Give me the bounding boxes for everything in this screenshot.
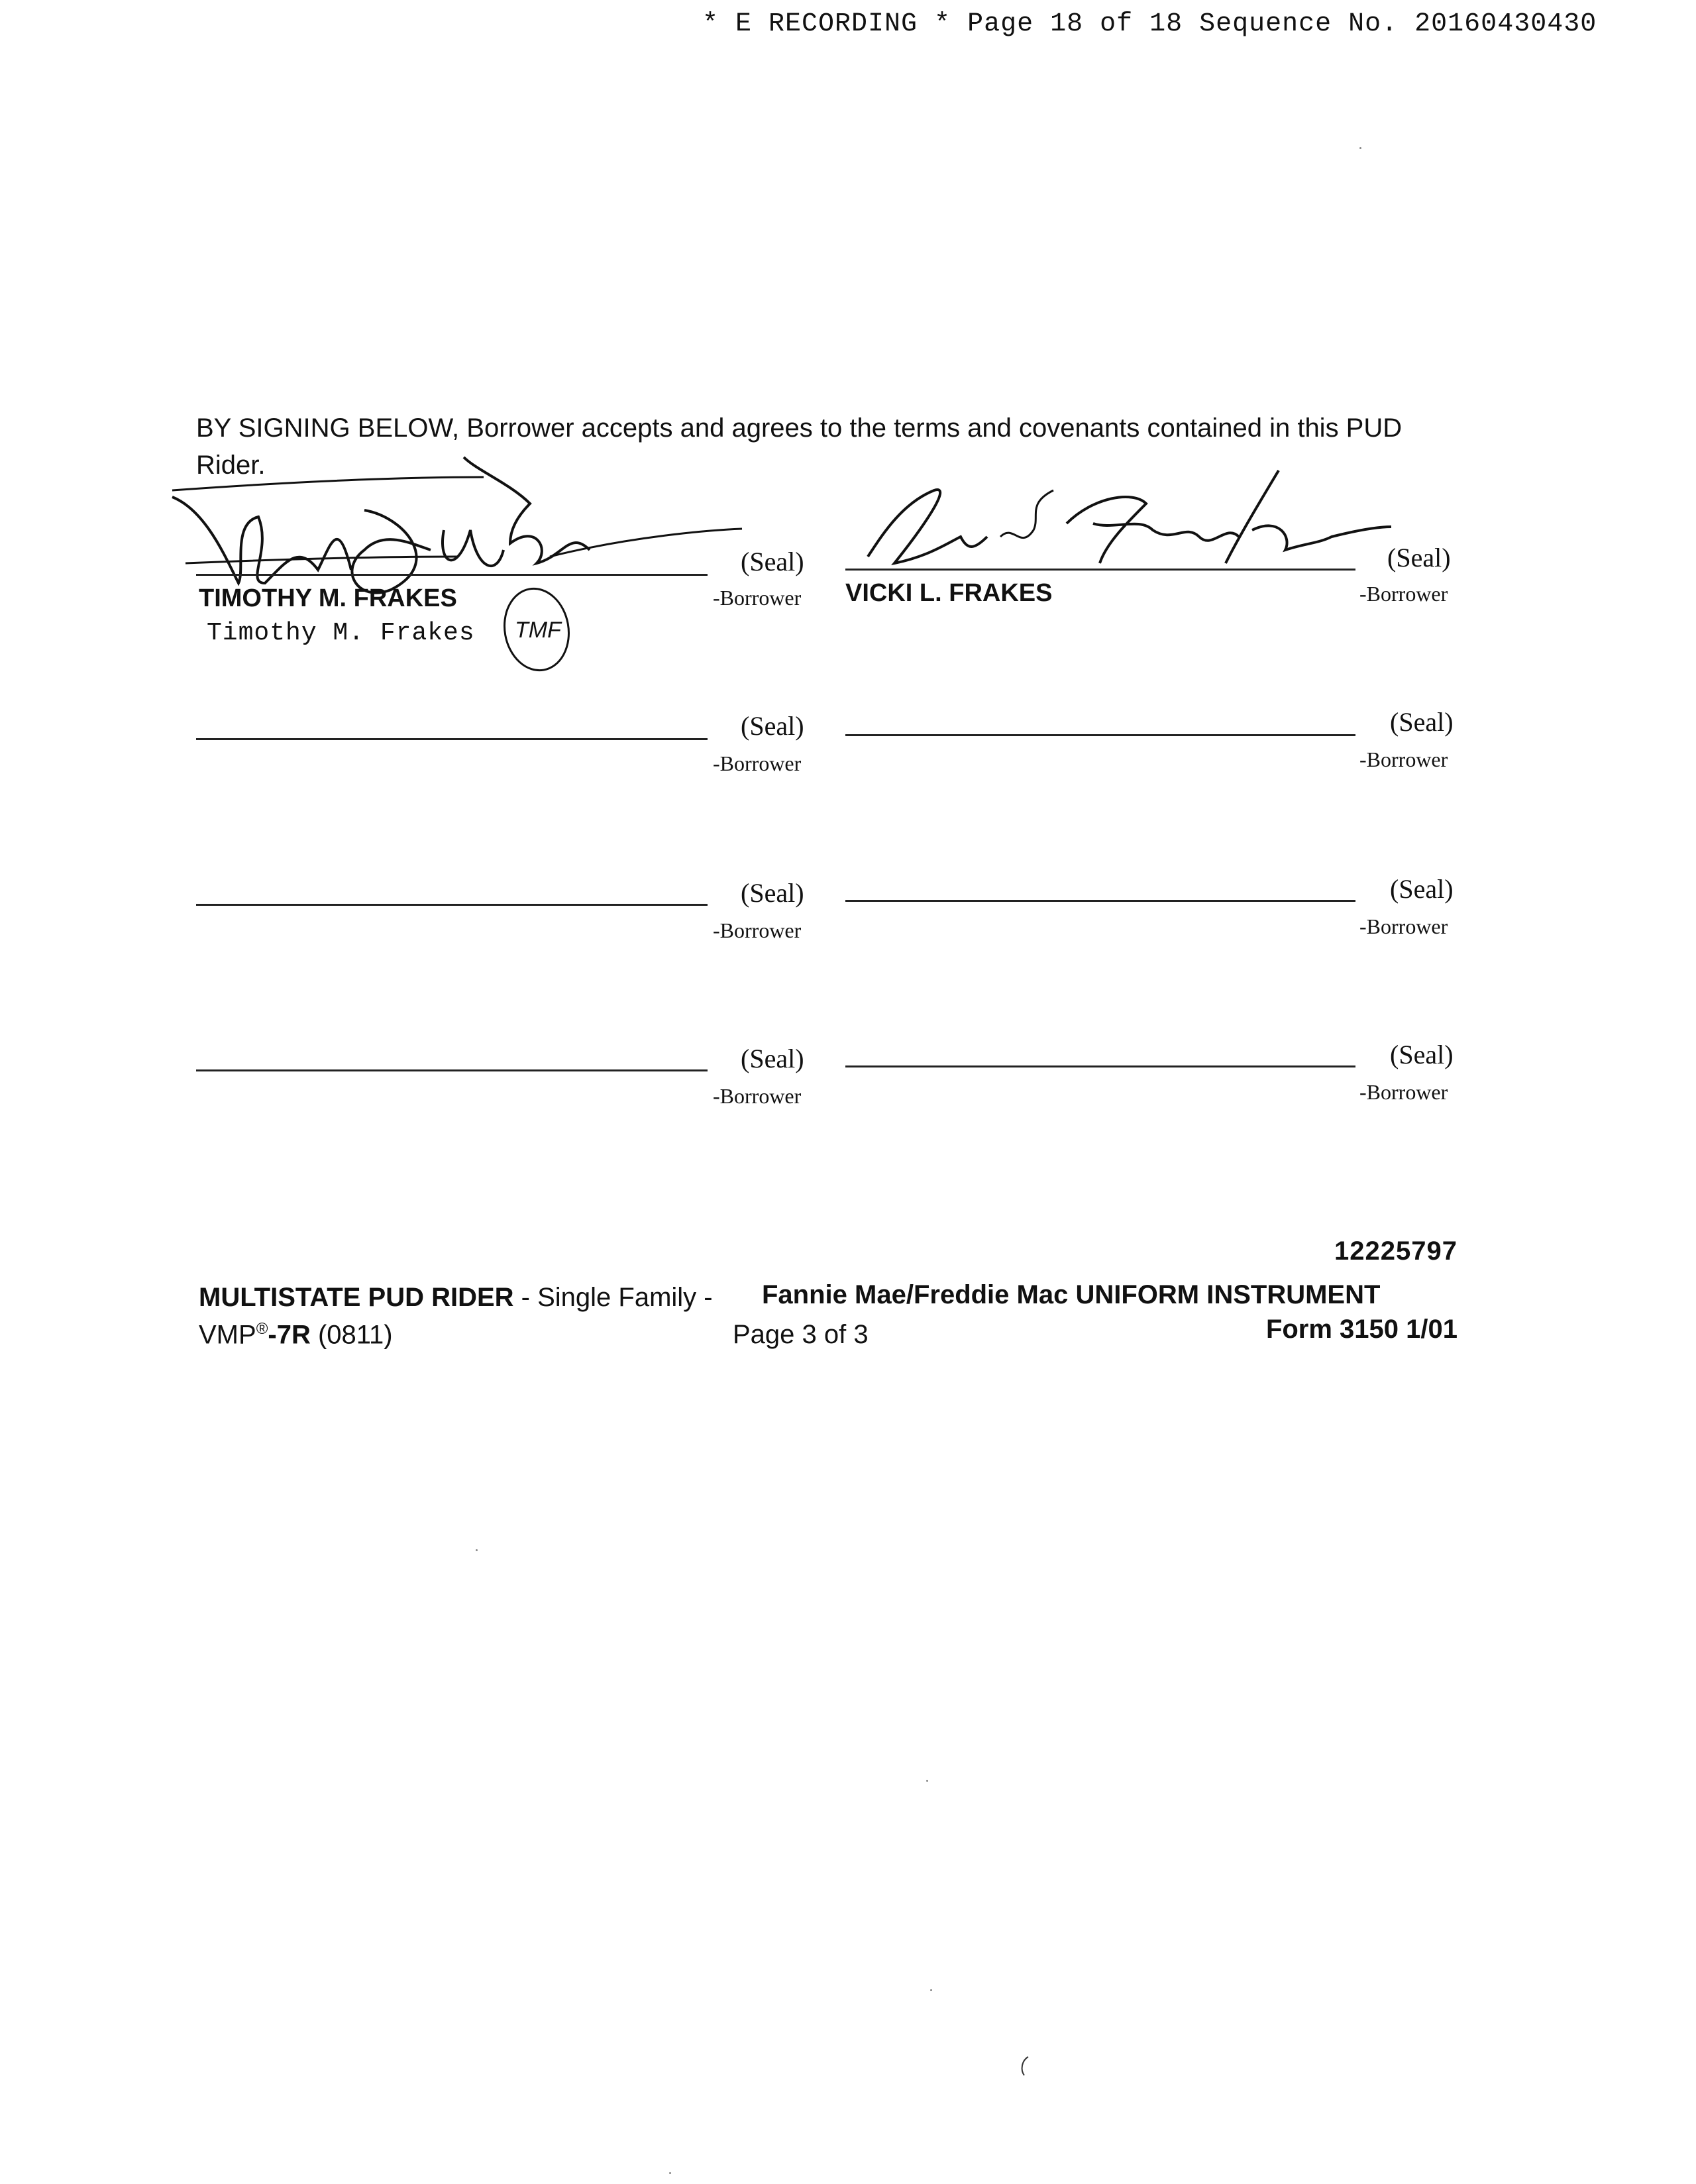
scan-speck — [930, 1989, 932, 1991]
signing-statement: BY SIGNING BELOW, Borrower accepts and agrees to the terms and covenants contained in this PUD Rider. — [196, 413, 1403, 480]
signature-line-6 — [845, 900, 1355, 902]
seal-label-8: (Seal) — [1390, 1040, 1454, 1069]
signature-line-1 — [196, 574, 708, 576]
seal-label-2: (Seal) — [1387, 543, 1451, 573]
typed-name-1: Timothy M. Frakes — [207, 619, 475, 647]
borrower-label-8: -Borrower — [1359, 1080, 1448, 1104]
seal-label-5: (Seal) — [741, 878, 804, 908]
footer-subtitle: - Single Family - — [513, 1283, 713, 1312]
seal-label-1: (Seal) — [741, 547, 804, 576]
borrower-name-1: TIMOTHY M. FRAKES — [199, 584, 457, 612]
signature-line-7 — [196, 1069, 708, 1071]
scan-speck — [926, 1780, 928, 1782]
scan-mark — [1018, 2054, 1031, 2081]
signature-line-8 — [845, 1065, 1355, 1067]
seal-label-3: (Seal) — [741, 711, 804, 741]
borrower-label-4: -Borrower — [1359, 747, 1448, 771]
recording-header: * E RECORDING * Page 18 of 18 Sequence No. 20160430430 — [702, 9, 1597, 39]
vmp-code: -7R — [268, 1320, 311, 1350]
signature-line-3 — [196, 738, 708, 740]
seal-label-7: (Seal) — [741, 1044, 804, 1073]
borrower-label-1: -Borrower — [713, 586, 802, 610]
borrower-name-2: VICKI L. FRAKES — [845, 579, 1053, 607]
registered-mark: ® — [256, 1320, 268, 1338]
vicki-signature — [855, 464, 1398, 576]
timothy-signature — [166, 451, 762, 689]
scan-speck — [476, 1549, 478, 1551]
footer-page-number: Page 3 of 3 — [733, 1320, 869, 1349]
footer-vmp-code — [199, 1320, 393, 1350]
borrower-label-5: -Borrower — [713, 918, 802, 942]
scan-speck — [1359, 147, 1361, 149]
borrower-label-2: -Borrower — [1359, 582, 1448, 606]
seal-label-4: (Seal) — [1390, 707, 1454, 737]
seal-label-6: (Seal) — [1390, 874, 1454, 904]
signature-line-2 — [845, 569, 1355, 571]
initials-circle — [500, 583, 576, 676]
scan-speck — [669, 2172, 671, 2174]
signature-line-5 — [196, 904, 708, 906]
borrower-label-7: -Borrower — [713, 1084, 802, 1108]
initials-text: TMF — [515, 618, 561, 643]
vmp-prefix: VMP — [199, 1320, 256, 1350]
loan-number: 12225797 — [1334, 1236, 1458, 1266]
footer-form-title — [199, 1283, 713, 1313]
footer-title-bold: MULTISTATE PUD RIDER — [199, 1283, 514, 1312]
footer-form-number: Form 3150 1/01 — [1265, 1315, 1458, 1344]
vmp-version: (0811) — [310, 1320, 393, 1350]
borrower-label-6: -Borrower — [1359, 914, 1448, 938]
signature-line-4 — [845, 734, 1355, 736]
borrower-label-3: -Borrower — [713, 751, 802, 775]
footer-instrument: Fannie Mae/Freddie Mac UNIFORM INSTRUMENT — [762, 1280, 1381, 1309]
